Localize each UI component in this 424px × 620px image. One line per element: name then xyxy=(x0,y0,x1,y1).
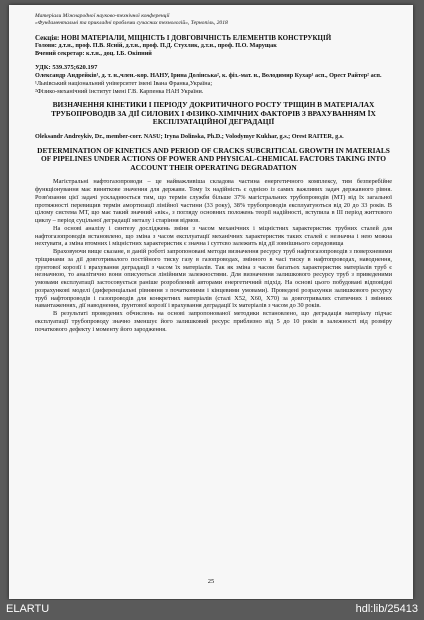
section-label: Секція: НОВІ МАТЕРІАЛИ, МІЦНІСТЬ І ДОВГОВІЧНІСТЬ ЕЛЕМЕНТІВ КОНСТРУКЦІЙ xyxy=(35,34,332,42)
footer-bar xyxy=(0,600,424,620)
authors-en: Oleksandr Andreykiv, Dr., member-corr. NASU; Iryna Dolinska, Ph.D.; Volodymyr Kukhar, g.s.; Orest RAITER, g.s. xyxy=(35,132,344,140)
header-line-1: Матеріали Міжнародної науково-технічної конференції xyxy=(35,13,170,19)
paragraph: Магістральні нафтогазопроводи – це найважливіша складова частина енергетичного комплексу, тим безперебійне функціонування має виняткове значення для держави. Тому їх надійність є однією із самих важливих задач державного рівня. Розв'язання цієї задачі ускладнюється тим, що термін служби більше 37% магістральних трубопроводів (МТ) від їх загальної протяжності перевищив термін амортизації лінійної частини (33 року), 38% трубопроводів експлуатуються від 20 до 33 років. В цілому система МТ, що має такий значний «вік», з погляду основних положень теорії надійності, вступила в ІІІ період життєвого циклу – період суцільної деградації металу і старіння відмов. xyxy=(35,178,392,225)
title-en: DETERMINATION OF KINETICS AND PERIOD OF CRACKS SUBCRITICAL GROWTH IN MATERIALS OF PIPELINES UNDER ACTIONS OF POWER AND PHYSICAL-CHEMICAL FACTORS TAKING INTO ACCOUNT THEIR OPERATING DEGRADATION xyxy=(37,145,390,172)
paragraph: На основі аналізу і синтезу досліджень зміни з часом механічних і міцністних характеристик трубних сталей для нафтогазопроводів встановлено, що зміна з часом експлуатації механічних характеристик таких сталей є незначна і нею можна нехтувати, а зміна втомних і міцністних характеристик є значна і суттєво залежить від дії зовнішнього середовища xyxy=(35,224,392,248)
page-content xyxy=(35,13,392,333)
paragraph: В результаті проведених обчислень на основі запропонованої методики встановлено, що деградація матеріалу підчас експлуатації трубопроводу значно зменшує його залишковий ресурс приблизно від 5 до 10 років в залежності від розміру початкового дефекту і моменту його зародження. xyxy=(35,310,392,333)
footer-repository-label: ELARTU xyxy=(6,603,50,615)
document-page xyxy=(9,5,413,599)
section-heads: Голови: д.т.н., проф. П.В. Ясній, д.т.н., проф. П.Д. Стухляк, д.т.н., проф. П.О. Марущак xyxy=(35,42,277,50)
section-secretary: Вчений секретар: к.т.н., доц. І.Б. Окіпний xyxy=(35,49,152,57)
page-number: 25 xyxy=(207,578,215,585)
affiliation-2: ²Фізико-механічний інститут імені Г.В. Карпенка НАН України. xyxy=(35,87,204,95)
abstract-body xyxy=(35,178,392,333)
paragraph: Враховуючи вище сказане, в даній роботі запропоновані методи визначення ресурсу труб нафтогазопроводів з поверхневими тріщинами за дії довготривалого постійного тиску газу в газопроводах, змінного в часі тиску в нафтопроводах, наводнення, ґрунтової корозії і врахування деградації з часом їх матеріалів. Так як зміна з часом багатьох характеристик матеріалів труб є незначною, то аналітично вони описуються лінійними залежностями. Для визначення залишкового ресурсу труб з приведеними умовами експлуатації застосовується раніше розроблений авторами енергетичний підхід. На основі цього побудовані відповідні розрахункові моделі (диференціальні рівняння з початковими і кінцевими умовами). Проведені розрахунки залишкового ресурсу труб нафтопроводів і газопроводів для конкретних матеріалів (сталі Х52, Х60, Х70) за довготривалих статичних і змінних навантаженнях, дії наводнення, ґрунтової корозії і врахування деградації їх матеріалів з часом до 30 років. xyxy=(35,248,392,310)
affiliation-1: ¹Львівський національний університет імені Івана Франка,Україна; xyxy=(35,79,213,87)
header-line-2: «Фундаментальні та прикладні проблеми сучасних технологій», Тернопіль, 2018 xyxy=(35,20,228,26)
authors-ua: Олександр Андрейків¹, д. т. н.,член.-кор. НАНУ, Ірина Долінська², к. фіз.-мат. н., Володимир Кухар¹ асп., Орест Райтер² асп. xyxy=(35,72,382,80)
conference-header xyxy=(35,13,392,27)
udc-code: УДК: 539.375;620.197 xyxy=(35,64,98,72)
footer-handle-label: hdl:lib/25413 xyxy=(355,603,418,615)
title-ua: ВИЗНАЧЕННЯ КІНЕТИКИ І ПЕРІОДУ ДОКРИТИЧНОГО РОСТУ ТРІЩИН В МАТЕРІАЛАХ ТРУБОПРОВОДІВ ЗА ДІЇ СИЛОВИХ І ФІЗИКО-ХІМІЧНИХ ФАКТОРІВ З ВРАХУВАННЯМ ЇХ ЕКСПЛУАТАЦІЙНОЇ ДЕГРАДАЦІЇ xyxy=(51,100,376,127)
